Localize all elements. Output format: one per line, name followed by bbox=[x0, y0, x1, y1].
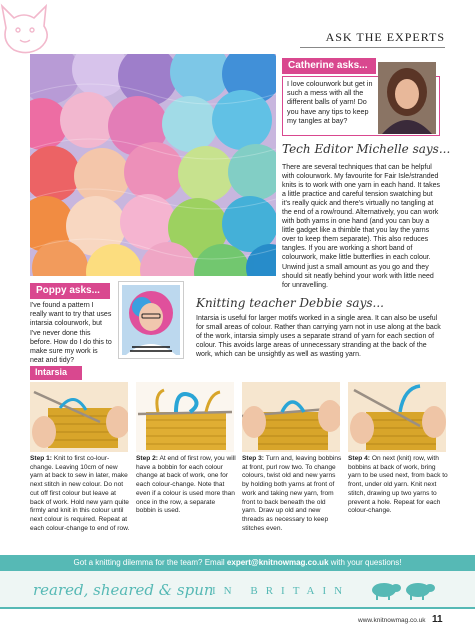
yarn-balls-photo bbox=[30, 54, 276, 276]
cat-outline-icon bbox=[0, 0, 60, 58]
brand-script: reared, sheared & spun bbox=[33, 581, 214, 599]
step-2-body: At end of first row, you will have a bobbin for each colour change at back of work, one for each colour-change. Note that even if a colour is used more than once in the row, a separate bobbin is used. bbox=[136, 455, 236, 515]
step-1-photo bbox=[30, 382, 128, 452]
header-divider bbox=[300, 47, 445, 48]
step-2-photo bbox=[136, 382, 234, 452]
section-title: ASK THE EXPERTS bbox=[325, 30, 445, 44]
step-3-text bbox=[242, 455, 342, 533]
brand-in-britain: IN BRITAIN bbox=[212, 585, 351, 597]
catherine-portrait bbox=[378, 62, 436, 134]
debbie-heading: Knitting teacher Debbie says... bbox=[196, 296, 384, 310]
step-4-text bbox=[348, 455, 448, 516]
debbie-portrait bbox=[122, 285, 180, 355]
contact-banner bbox=[0, 555, 475, 571]
step-2-text bbox=[136, 455, 236, 516]
step-4-body: On next (knit) row, with bobbins at back of work, bring yarn to be used next, from back to front, under old yarn. Knit next stitch, drawing up two yarns to prevent a hole. Repeat for each colour-change. bbox=[348, 455, 448, 515]
page-number: 11 bbox=[432, 614, 443, 625]
tech-editor-heading: Tech Editor Michelle says... bbox=[282, 142, 451, 156]
step-2-title: Step 2: bbox=[136, 455, 158, 462]
poppy-question: I've found a pattern I really want to try that uses intarsia colourwork, but I've never done this before. How do I do this to make sure my work is neat and tidy? bbox=[30, 302, 112, 365]
sheep-icon bbox=[368, 579, 402, 601]
website-url[interactable]: www.knitnowmag.co.uk bbox=[358, 617, 426, 624]
step-1-text bbox=[30, 455, 130, 533]
intarsia-label: Intarsia bbox=[30, 366, 82, 380]
step-1-title: Step 1: bbox=[30, 455, 52, 462]
cta-prefix: Got a knitting dilemma for the team? Email bbox=[73, 558, 227, 567]
catherine-asks-label: Catherine asks... bbox=[282, 58, 376, 74]
step-3-photo bbox=[242, 382, 340, 452]
step-1-body: Knit to first co-lour-change. Leaving 10cm of new yarn at back to sew in later, make next stitch in new colour. Do not cut off first colour but leave at back of work. Hold new yarn quite firmly and knit in this colour until next colour is required. Repeat at each colour-change to end of row. bbox=[30, 455, 130, 532]
tech-editor-answer: There are several techniques that can be helpful with colourwork. My favourite for Fair Isle/stranded knits is to work with one yarn in each hand. It takes a little practice and careful tension swatching but it's really quick and there's virtually no tangling at the end of a row/round. Alternatively, you can work with both yarns in one hand (and you can buy a little gadget like a thimble that you lay the yarns over to keep them separate). This also reduces tangles. If you are working a short band of colourwork, make little butterflies in each colour. Unwind just a small amount as you go and they should sit neatly behind your work with little need for unravelling. bbox=[282, 164, 440, 289]
expert-email-link[interactable]: expert@knitnowmag.co.uk bbox=[226, 558, 329, 567]
debbie-portrait-frame bbox=[118, 281, 184, 359]
step-4-photo bbox=[348, 382, 446, 452]
step-3-title: Step 3: bbox=[242, 455, 264, 462]
step-4-title: Step 4: bbox=[348, 455, 370, 462]
debbie-answer: Intarsia is useful for larger motifs worked in a single area. It can also be useful for small areas of colour. Rather than carrying yarn not in use along at the back of the work, intarsia simply uses a separate strand of yarn for each section of colour. This avoids large areas of unnecessary stranding at the back of the work, which can be unsightly as well as wasting yarn. bbox=[196, 315, 441, 359]
poppy-asks-label: Poppy asks... bbox=[30, 283, 110, 299]
cta-suffix: with your questions! bbox=[328, 558, 402, 567]
step-3-body: Turn and, leaving bobbins at front, purl row two. To change colours, twist old and new yarns by holding both yarns at front of work and taking new yarn, from front to back beneath the old yarn. Draw up old and new threads as necessary to keep stitches even. bbox=[242, 455, 342, 532]
sheep-icon bbox=[402, 579, 436, 601]
catherine-question: I love colourwork but get in such a mess with all the different balls of yarn! Do you have any tips to keep my tangles at bay? bbox=[287, 79, 373, 125]
